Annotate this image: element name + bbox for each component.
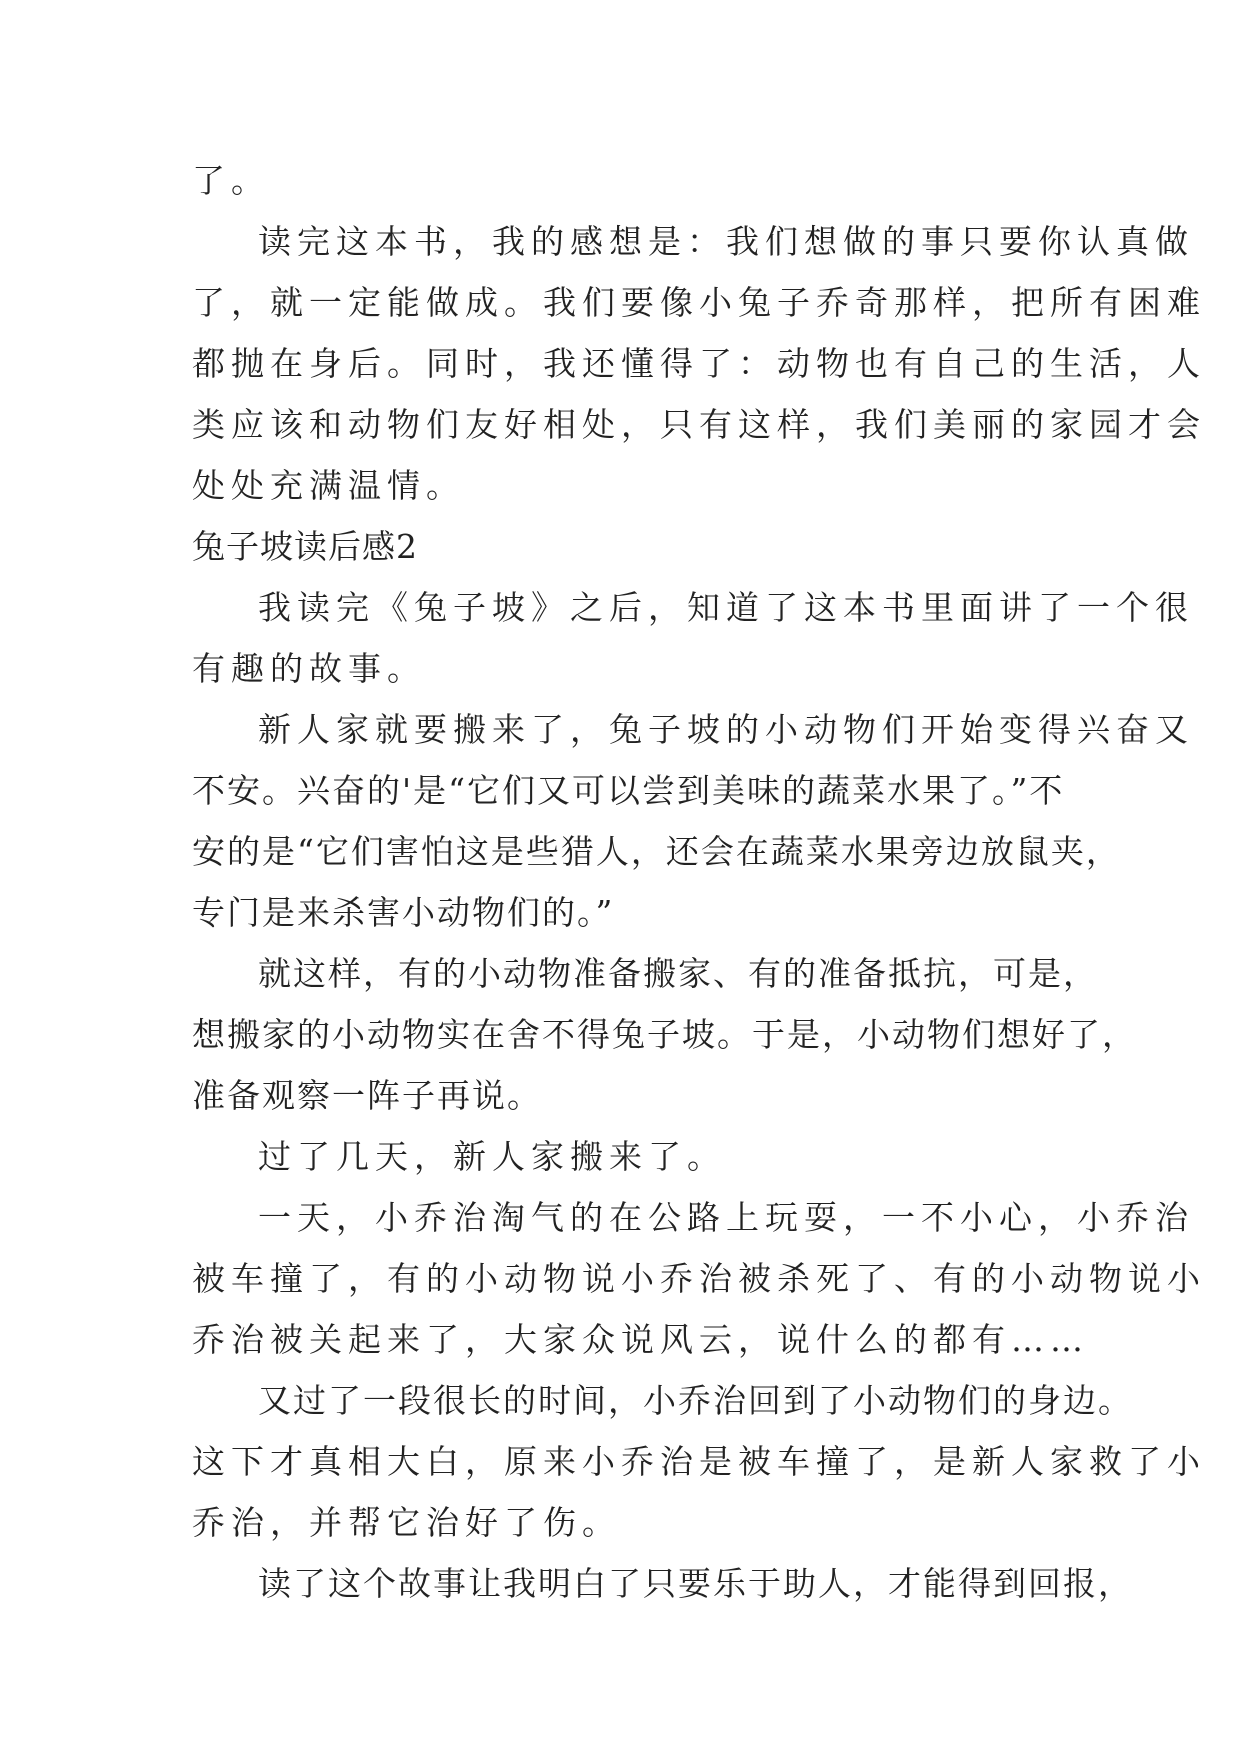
- text-line: 类应该和动物们友好相处，只有这样，我们美丽的家园才会: [192, 405, 1206, 444]
- document-page: [192, 150, 1206, 1614]
- text-line: 了。: [192, 161, 270, 200]
- text-line: 读完这本书，我的感想是：我们想做的事只要你认真做: [258, 222, 1194, 261]
- text-line: 被车撞了，有的小动物说小乔治被杀死了、有的小动物说小: [192, 1259, 1206, 1298]
- text-line: 一天，小乔治淘气的在公路上玩耍，一不小心，小乔治: [258, 1198, 1194, 1237]
- text-line: 想搬家的小动物实在舍不得兔子坡。于是，小动物们想好了，: [192, 1015, 1137, 1054]
- reflection-paragraph: [192, 211, 1206, 516]
- section-title: 兔子坡读后感2: [192, 527, 418, 566]
- text-line: 处处充满温情。: [192, 466, 465, 505]
- text-line: 安的是“它们害怕这是些猎人，还会在蔬菜水果旁边放鼠夹，: [192, 832, 1121, 871]
- text-line: 有趣的故事。: [192, 649, 426, 688]
- text-line: 了，就一定能做成。我们要像小兔子乔奇那样，把所有困难: [192, 283, 1206, 322]
- paragraph: [192, 1187, 1206, 1370]
- paragraph: [192, 699, 1194, 943]
- text-line: 乔治被关起来了，大家众说风云，说什么的都有……: [192, 1320, 1089, 1359]
- paragraph: [192, 1553, 1133, 1614]
- text-line: 专门是来杀害小动物们的。”: [192, 893, 615, 932]
- text-line: 这下才真相大白，原来小乔治是被车撞了，是新人家救了小: [192, 1442, 1206, 1481]
- text-line: 读了这个故事让我明白了只要乐于助人，才能得到回报，: [258, 1564, 1133, 1603]
- text-line: 又过了一段很长的时间，小乔治回到了小动物们的身边。: [258, 1381, 1133, 1420]
- paragraph: [192, 1126, 1050, 1187]
- text-line: 准备观察一阵子再说。: [192, 1076, 542, 1115]
- paragraph: [192, 943, 1137, 1126]
- paragraph: [192, 577, 1194, 699]
- text-line: 我读完《兔子坡》之后，知道了这本书里面讲了一个很: [258, 588, 1194, 627]
- text-line: 都抛在身后。同时，我还懂得了：动物也有自己的生活，人: [192, 344, 1206, 383]
- paragraph: [192, 1370, 1206, 1553]
- text-line: 就这样，有的小动物准备搬家、有的准备抵抗，可是，: [258, 954, 1098, 993]
- text-line: 过了几天，新人家搬来了。: [258, 1137, 726, 1176]
- text-line: 不安。兴奋的'是“它们又可以尝到美味的蔬菜水果了。”不: [192, 771, 1065, 810]
- text-line: 新人家就要搬来了，兔子坡的小动物们开始变得兴奋又: [258, 710, 1194, 749]
- text-line: 乔治，并帮它治好了伤。: [192, 1503, 621, 1542]
